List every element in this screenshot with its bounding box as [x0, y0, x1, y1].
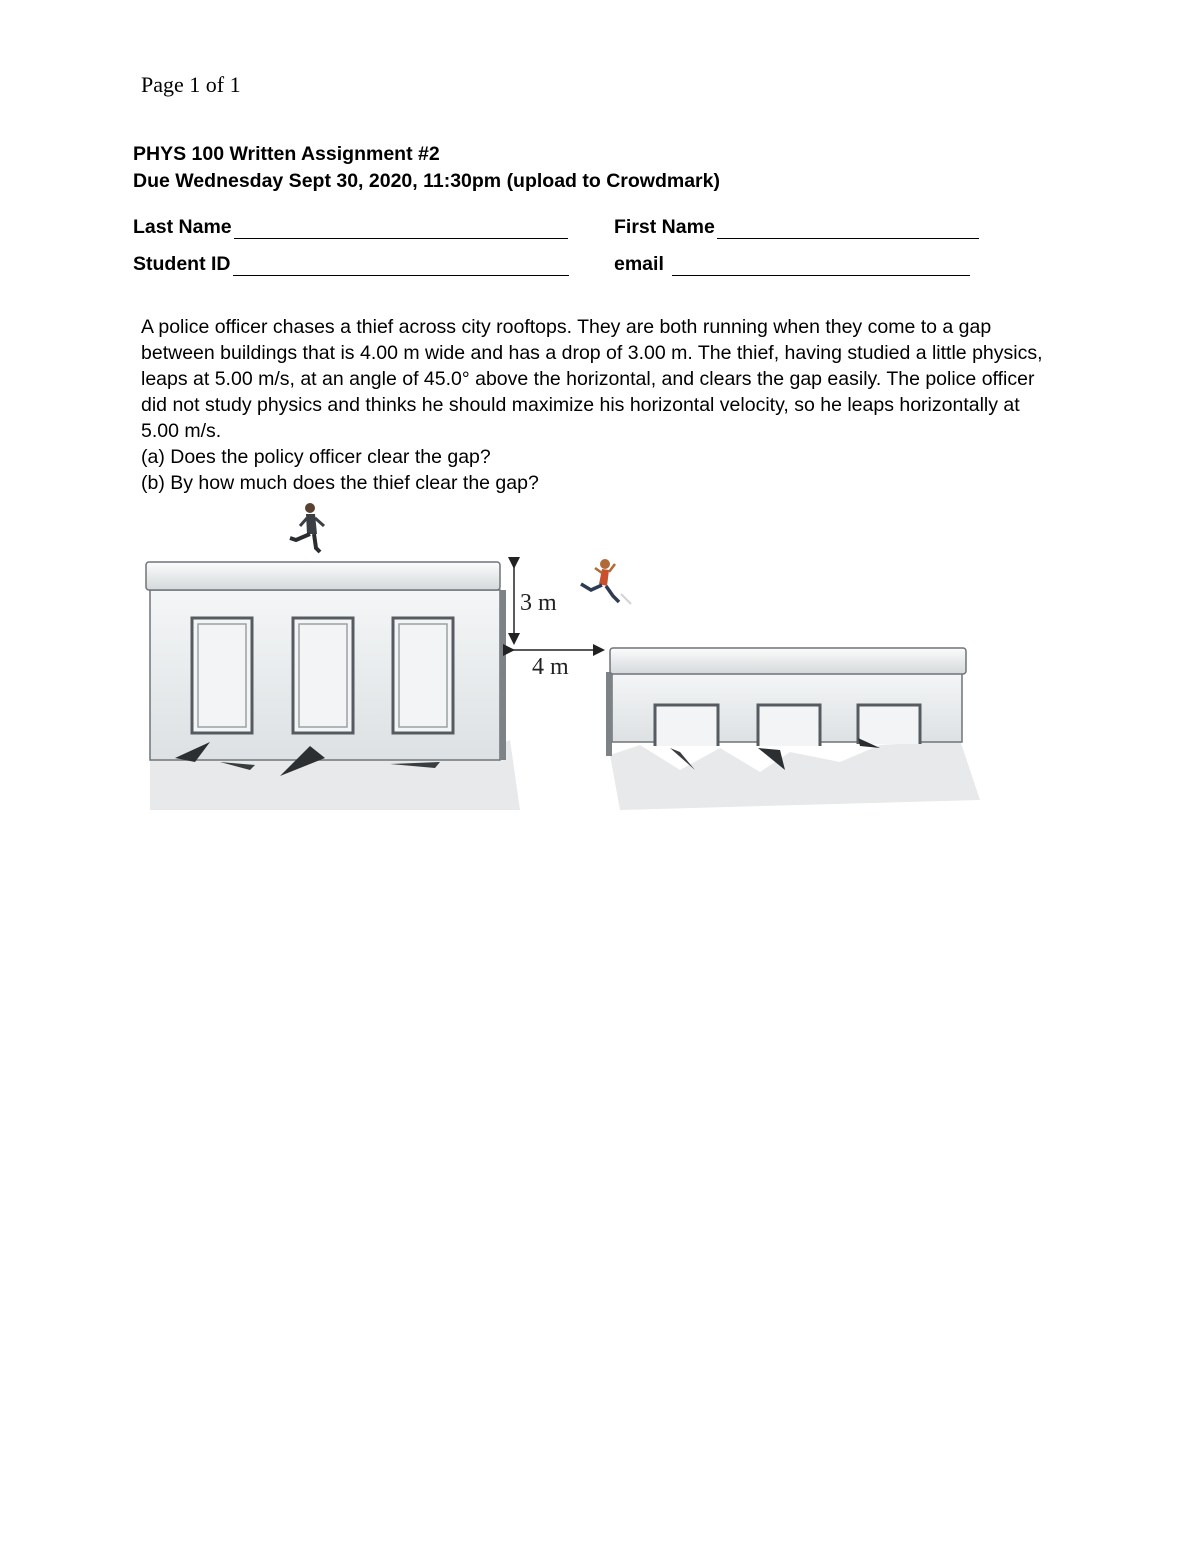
gap-dimension [512, 650, 602, 680]
drop-label: 3 m [520, 590, 557, 616]
student-id-field[interactable] [133, 253, 569, 276]
page-number: Page 1 of 1 [141, 72, 241, 97]
student-id-blank[interactable] [233, 257, 569, 276]
drop-dimension [514, 566, 557, 642]
last-name-blank[interactable] [234, 220, 568, 239]
first-name-label: First Name [614, 216, 715, 238]
gap-label: 4 m [532, 654, 569, 680]
thief-figure [581, 559, 631, 604]
assignment-due-date: Due Wednesday Sept 30, 2020, 11:30pm (upload to Crowdmark) [133, 170, 720, 192]
student-id-label: Student ID [133, 253, 231, 275]
email-blank[interactable] [672, 257, 970, 276]
email-label: email [614, 253, 664, 275]
police-officer-figure [290, 503, 324, 552]
assignment-title: PHYS 100 Written Assignment #2 [133, 143, 440, 165]
right-building [606, 648, 980, 810]
rooftop-figure [140, 500, 1000, 830]
assignment-header [133, 141, 720, 195]
email-field[interactable] [614, 253, 970, 276]
left-building [146, 562, 520, 810]
last-name-label: Last Name [133, 216, 232, 238]
question-b: (b) By how much does the thief clear the gap? [141, 472, 539, 494]
last-name-field[interactable] [133, 216, 568, 239]
problem-statement [141, 314, 1061, 496]
question-a: (a) Does the policy officer clear the gap? [141, 446, 491, 468]
problem-paragraph: A police officer chases a thief across city rooftops. They are both running when they come to a gap between buildings that is 4.00 m wide and has a drop of 3.00 m. The thief, having studied a little physics, leaps at 5.00 m/s, at an angle of 45.0° above the horizontal, and clears the gap easily. The police officer did not study physics and thinks he should maximize his horizontal velocity, so he leaps horizontally at 5.00 m/s. [141, 316, 1043, 442]
first-name-field[interactable] [614, 216, 979, 239]
first-name-blank[interactable] [717, 220, 979, 239]
